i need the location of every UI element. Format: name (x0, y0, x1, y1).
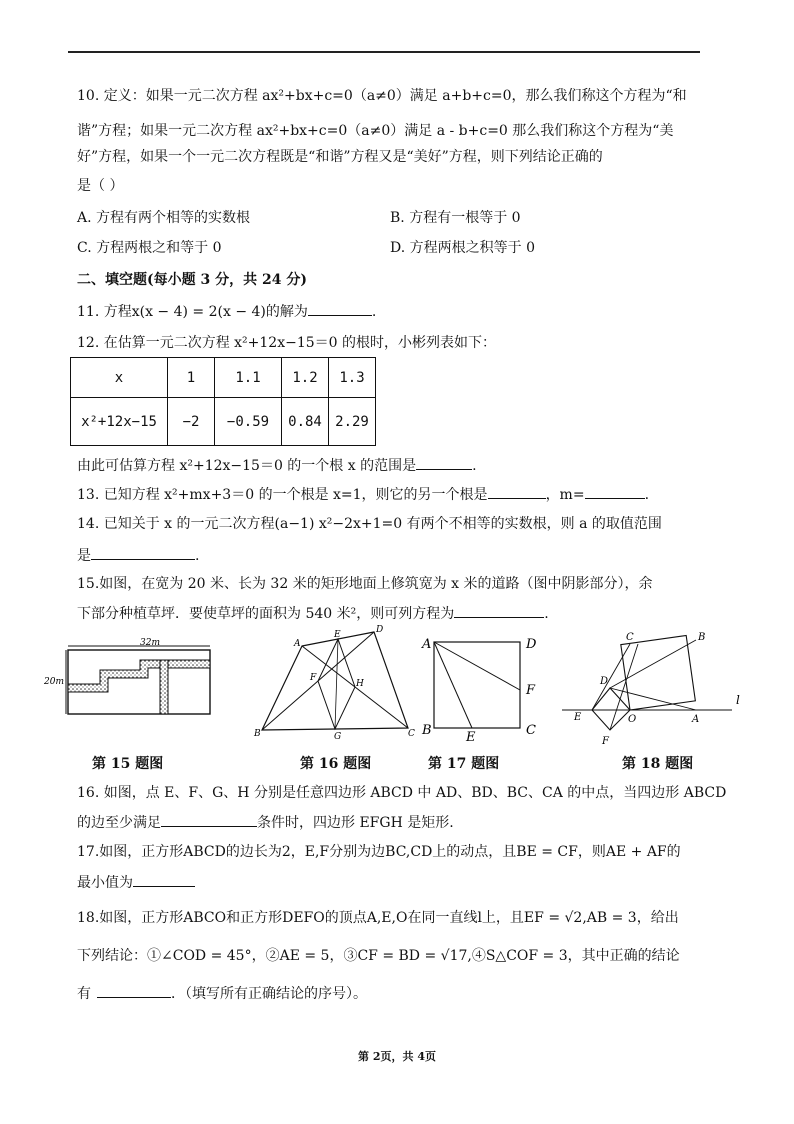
point-c-label: C (526, 723, 536, 738)
square-defo (592, 688, 630, 730)
q13-end: . (644, 487, 650, 503)
q14-line2-text: 是 (77, 548, 91, 564)
q13-mid: ，m= (545, 487, 585, 503)
segment-af (434, 642, 520, 690)
table-row (71, 358, 376, 398)
figure-18 (560, 626, 750, 748)
fig18-caption: 第 18 题图 (622, 756, 694, 772)
point-a-label: A (294, 639, 301, 649)
table-cell: 1 (168, 358, 215, 398)
point-b-label: B (422, 723, 432, 738)
q18-line3-start: 有 (77, 986, 91, 1002)
q10-line2: 谐”方程；如果一元二次方程 ax²+bx+c=0（a≠0）满足 a - b+c=0 那么我们称这个方程为“美 (77, 123, 674, 139)
table-cell: 0.84 (282, 398, 329, 446)
q12-answer-blank (416, 455, 472, 470)
point-f-label: F (310, 673, 317, 683)
figure-16 (250, 622, 420, 740)
fig15-length-label: 32m (140, 638, 160, 648)
q16-answer-blank (161, 812, 257, 827)
q14-answer-blank (91, 545, 195, 560)
q11 (77, 301, 376, 322)
fig15-width-label: 20m (44, 677, 64, 687)
q13-blank-root (488, 484, 546, 499)
q13-blank-m (585, 484, 645, 499)
q10-option-b: B. 方程有一根等于 0 (390, 210, 521, 226)
q17-answer-blank (133, 872, 195, 887)
segment-db (610, 640, 696, 688)
q18-line3 (77, 983, 367, 1004)
q15-line2-text: 下部分种植草坪．要使草坪的面积为 540 米²，则可列方程为 (77, 606, 455, 622)
q10-line1: 10. 定义：如果一元二次方程 ax²+bx+c=0（a≠0）满足 a+b+c=0，那么我们称这个方程为“和 (77, 88, 687, 104)
q14-line1: 14. 已知关于 x 的一元二次方程(a−1) x²−2x+1=0 有两个不相等的实数根，则 a 的取值范围 (77, 516, 662, 532)
table-cell: 1.1 (215, 358, 282, 398)
table-cell: −0.59 (215, 398, 282, 446)
q15-line1: 15.如图，在宽为 20 米、长为 32 米的矩形地面上修筑宽为 x 米的道路（图中阴影部分），余 (77, 576, 653, 592)
point-a-label: A (422, 637, 432, 652)
q17-line2-text: 最小值为 (77, 875, 133, 891)
q18-line2: 下列结论：①∠COD = 45°，②AE = 5，③CF = BD = √17,④S△COF = 3，其中正确的结论 (77, 948, 680, 964)
segment-ae (434, 642, 472, 728)
q10-line4: 是（ ） (77, 178, 124, 194)
q18-answer-blank (97, 983, 171, 998)
header-rule (68, 51, 700, 53)
point-o-label: O (628, 714, 637, 725)
point-h-label: H (356, 679, 364, 689)
page-number: 第 2页，共 4页 (358, 1050, 436, 1063)
segment-ec (592, 644, 630, 710)
q13 (77, 484, 649, 505)
quadrilateral-abcd (262, 632, 408, 730)
q16-line2-end: 条件时，四边形 EFGH 是矩形. (257, 815, 454, 831)
figure-17 (418, 630, 548, 742)
point-e-label: E (574, 712, 582, 723)
table-row (71, 398, 376, 446)
point-d-label: D (526, 637, 537, 652)
table-cell: 1.2 (282, 358, 329, 398)
point-c-label: C (408, 729, 415, 739)
figure-15 (40, 636, 220, 728)
q10-option-c: C. 方程两根之和等于 0 (77, 240, 222, 256)
point-f-label: F (602, 736, 609, 747)
q15-line2 (77, 603, 549, 624)
point-b-label: B (698, 632, 706, 643)
line-l-label: l (736, 693, 740, 707)
q12-text: 12. 在估算一元二次方程 x²+12x−15＝0 的根时，小彬列表如下： (77, 335, 497, 351)
q17-line1: 17.如图，正方形ABCD的边长为2，E,F分别为边BC,CD上的动点，且BE = CF，则AE + AF的 (77, 844, 681, 860)
q14-end: . (195, 548, 200, 564)
q10-option-a: A. 方程有两个相等的实数根 (77, 210, 251, 226)
q10-option-d: D. 方程两根之积等于 0 (390, 240, 535, 256)
q12-after (77, 455, 477, 476)
q17-line2 (77, 872, 195, 893)
q12-table (70, 357, 376, 446)
q11-text: 11. 方程x(x − 4) = 2(x − 4)的解为 (77, 304, 308, 320)
q14-line2 (77, 545, 199, 566)
q11-answer-blank (308, 301, 372, 316)
q10-line3: 好”方程，如果一个一元二次方程既是“和谐”方程又是“美好”方程，则下列结论正确的 (77, 149, 603, 165)
q18-line1: 18.如图，正方形ABCO和正方形DEFO的顶点A,E,O在同一直线l上，且EF = √2,AB = 3，给出 (77, 910, 679, 926)
point-b-label: B (254, 729, 261, 739)
point-a-label: A (692, 714, 700, 725)
point-e-label: E (334, 630, 341, 640)
table-cell: x (71, 358, 168, 398)
road-vertical (160, 660, 168, 714)
point-g-label: G (334, 732, 342, 740)
fig17-caption: 第 17 题图 (428, 756, 500, 772)
q13-text: 13. 已知方程 x²+mx+3＝0 的一个根是 x=1，则它的另一个根是 (77, 487, 488, 503)
point-d-label: D (600, 676, 609, 687)
q18-line3-end: ．（填写所有正确结论的序号）。 (171, 986, 367, 1002)
section-heading: 二、填空题(每小题 3 分，共 24 分) (77, 272, 307, 288)
segment-eg (335, 639, 338, 729)
fig16-caption: 第 16 题图 (300, 756, 372, 772)
table-cell: 2.29 (329, 398, 376, 446)
q16-line2-start: 的边至少满足 (77, 815, 161, 831)
q16-line1: 16. 如图，点 E、F、G、H 分别是任意四边形 ABCD 中 AD、BD、BC、CA 的中点，当四边形 ABCD (77, 785, 727, 801)
q15-answer-blank (454, 603, 544, 618)
square-abcd (434, 642, 520, 728)
table-cell: 1.3 (329, 358, 376, 398)
q15-end: . (544, 606, 549, 622)
point-f-label: F (526, 683, 536, 698)
point-c-label: C (626, 632, 634, 643)
q12-after-end: . (472, 458, 477, 474)
point-e-label: E (466, 730, 476, 742)
q12-after-text: 由此可估算方程 x²+12x−15＝0 的一个根 x 的范围是 (77, 458, 417, 474)
point-d-label: D (376, 625, 384, 635)
table-cell: x²+12x−15 (71, 398, 168, 446)
q16-line2 (77, 812, 454, 833)
fig15-caption: 第 15 题图 (92, 756, 164, 772)
q11-end: . (371, 304, 377, 320)
table-cell: −2 (168, 398, 215, 446)
